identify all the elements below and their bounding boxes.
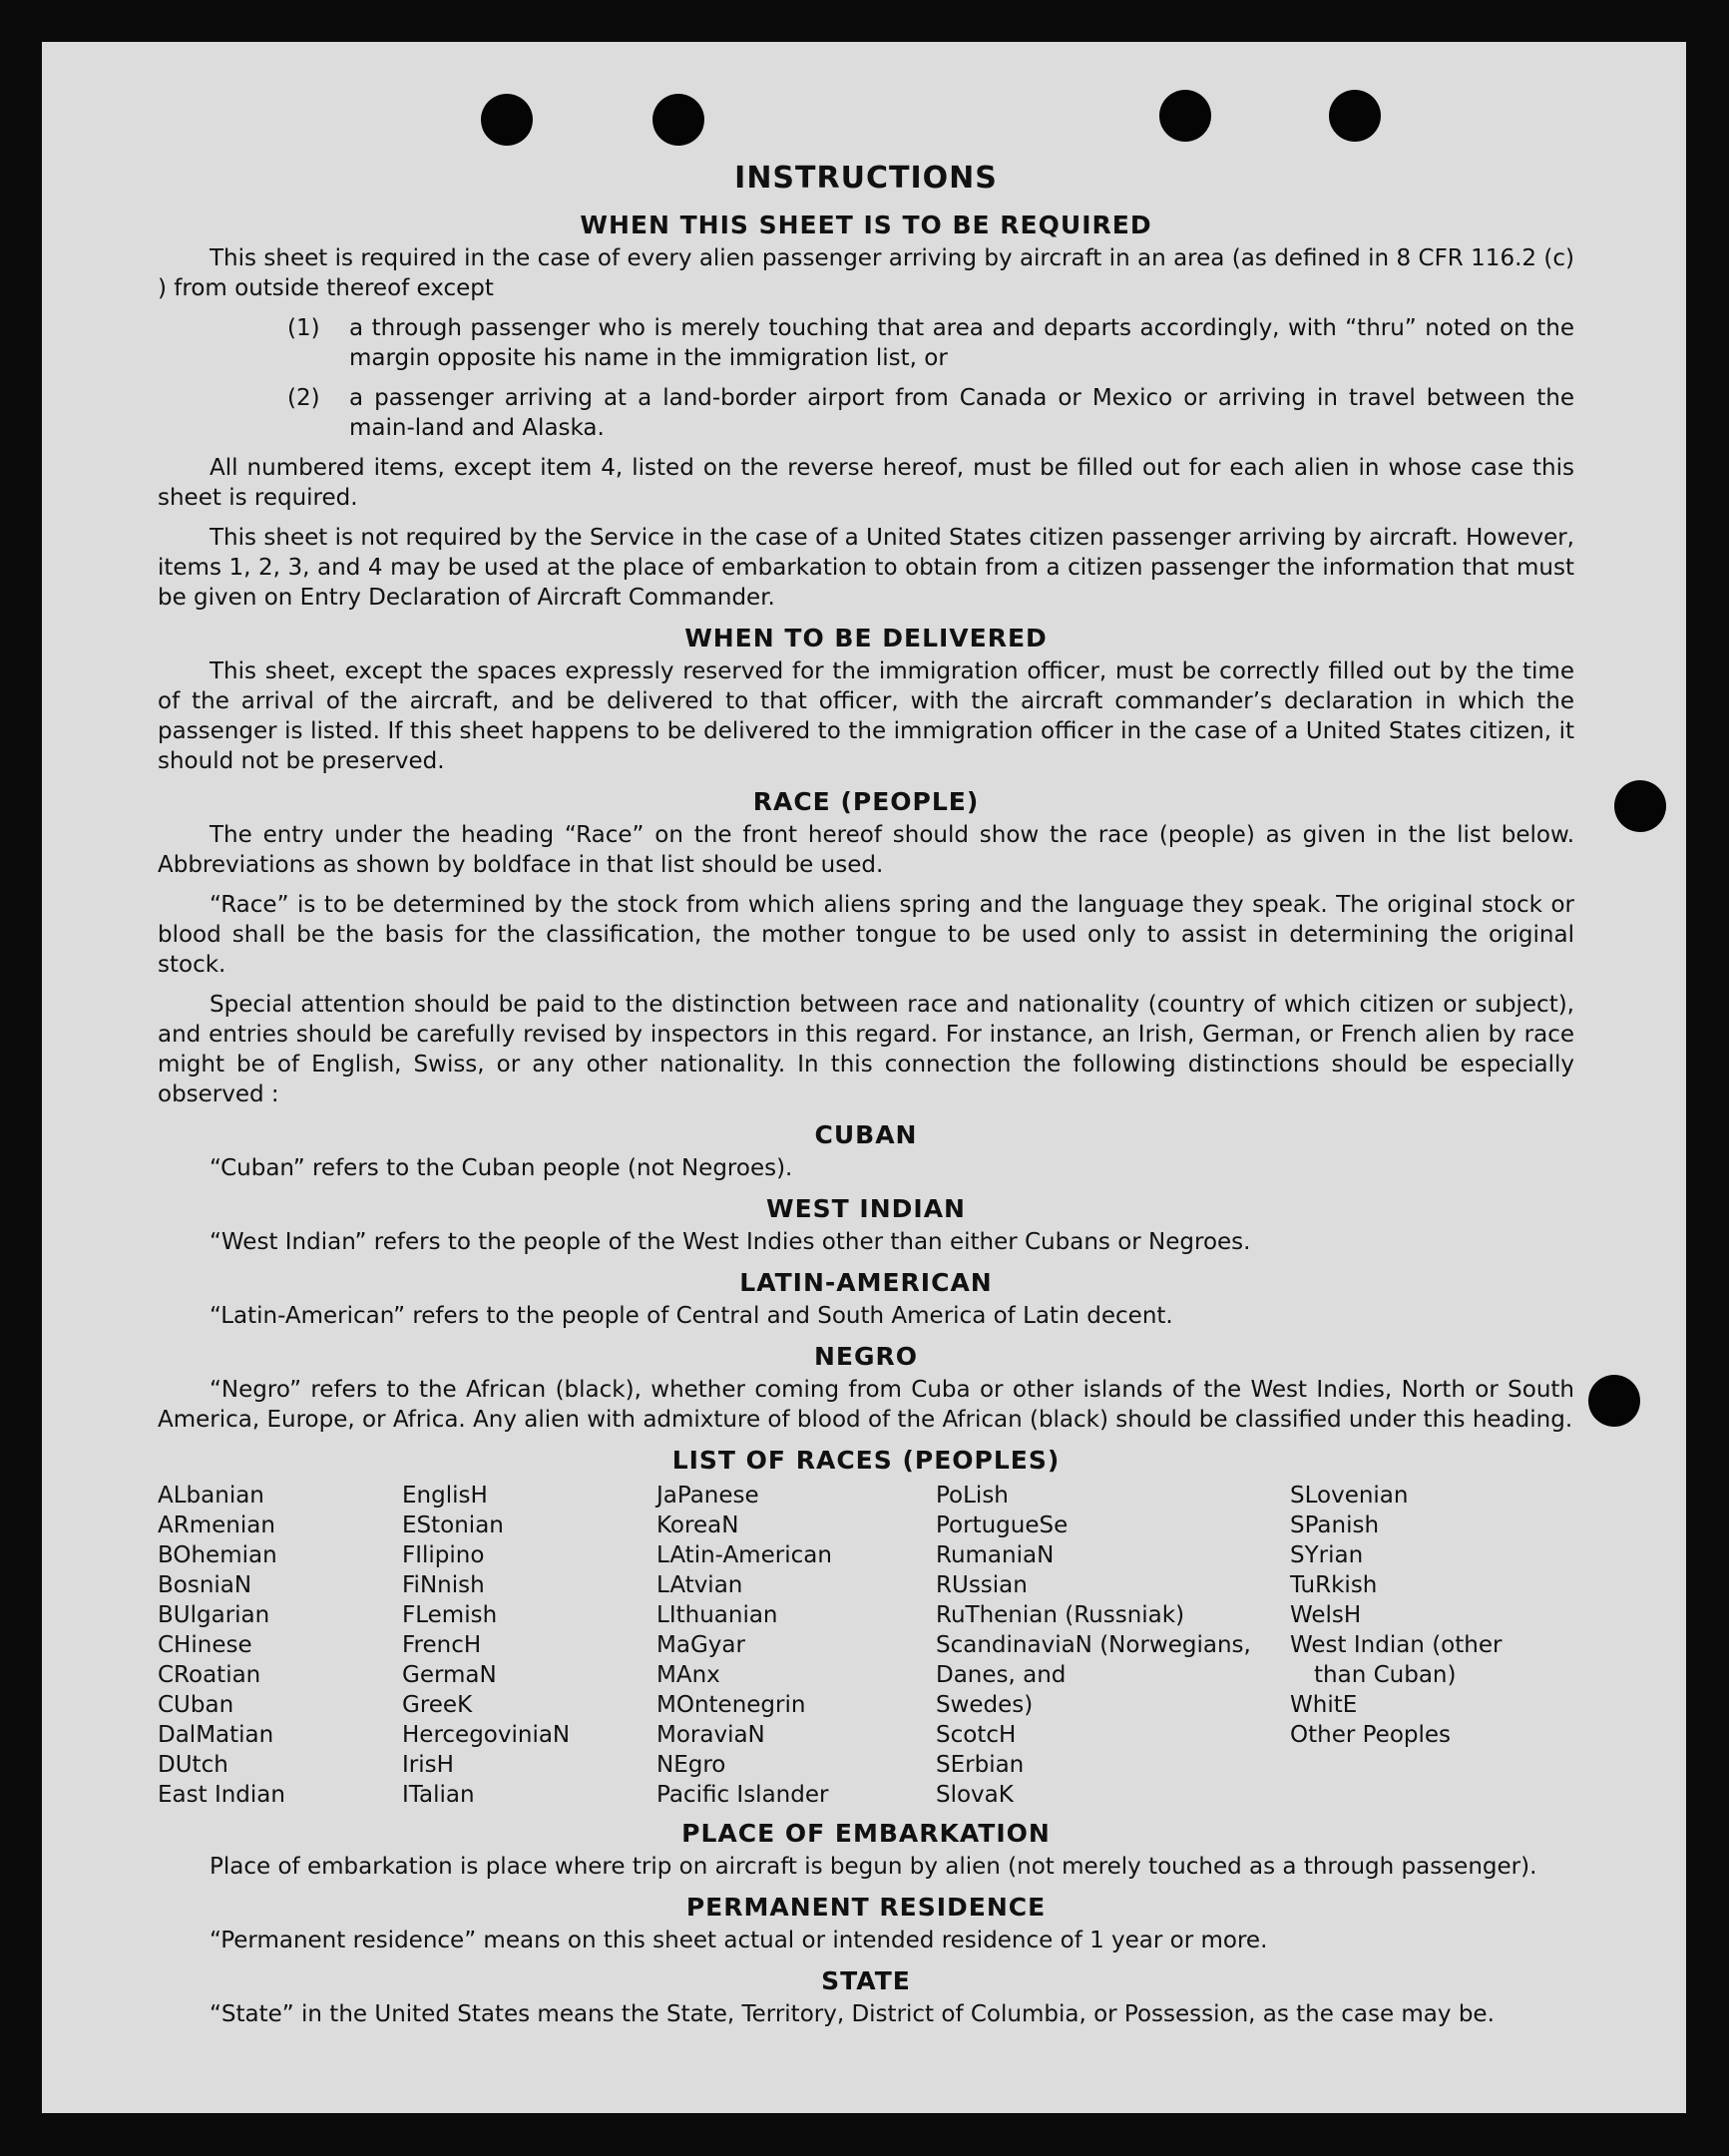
race-entry: SLovenian (1290, 1483, 1409, 1509)
race-entry: MAnx (656, 1662, 720, 1688)
race-entry: CRoatian (158, 1662, 261, 1688)
list-text: a passenger arriving at a land-border airport from Canada or Mexico or arriving in travel between the main-land and Alaska. (349, 385, 1574, 441)
race-entry: than Cuban) (1314, 1662, 1457, 1688)
punch-hole (481, 94, 533, 146)
paragraph: This sheet, except the spaces expressly reserved for the immigration officer, must be correctly filled out by the time of the arrival of the aircraft, and be delivered to that officer, with the aircraft commander’s declaration in which the passenger is listed. If this sheet happens to be delivered to the immigration officer in the case of a United States citizen, it should not be preserved. (158, 658, 1574, 774)
race-entry: GreeK (402, 1692, 473, 1718)
race-entry: CUban (158, 1692, 234, 1718)
document-page (42, 42, 1686, 2113)
punch-hole (652, 94, 704, 146)
race-entry: FIlipino (402, 1542, 485, 1568)
race-column (656, 1481, 936, 1810)
race-entry: RumaniaN (936, 1542, 1055, 1568)
race-entry: KoreaN (656, 1512, 739, 1538)
section-heading: WHEN THIS SHEET IS TO BE REQUIRED (580, 211, 1152, 239)
list-number: (2) (287, 385, 320, 411)
race-entry: ScotcH (936, 1722, 1017, 1748)
race-entry: SYrian (1290, 1542, 1364, 1568)
punch-hole (1588, 1375, 1640, 1427)
race-entry: LAtin-American (656, 1542, 832, 1568)
race-entry: IrisH (402, 1752, 454, 1778)
race-entry: MoraviaN (656, 1722, 765, 1748)
page-title: INSTRUCTIONS (734, 161, 998, 196)
race-entry: WelsH (1290, 1602, 1362, 1628)
race-entry: TuRkish (1290, 1572, 1378, 1598)
section-heading: NEGRO (813, 1342, 919, 1371)
race-entry: BOhemian (158, 1542, 277, 1568)
race-list (158, 1481, 1574, 1810)
race-entry: GermaN (402, 1662, 497, 1688)
punch-hole (1159, 90, 1211, 142)
race-entry: DUtch (158, 1752, 228, 1778)
race-entry: FiNnish (402, 1572, 485, 1598)
race-entry: SPanish (1290, 1512, 1380, 1538)
race-entry: DalMatian (158, 1722, 274, 1748)
paragraph: This sheet is not required by the Service in the case of a United States citizen passenger arriving by aircraft. However, items 1, 2, 3, and 4 may be used at the place of embarkation to obtain from a citizen passenger the information that must be given on Entry Declaration of Aircraft Commander. (158, 525, 1574, 611)
race-entry: Pacific Islander (656, 1782, 829, 1808)
section-heading: PLACE OF EMBARKATION (681, 1819, 1051, 1848)
race-entry: ScandinaviaN (Norwegians, (936, 1632, 1251, 1658)
race-column (158, 1481, 402, 1810)
race-entry: EStonian (402, 1512, 504, 1538)
race-entry: FLemish (402, 1602, 498, 1628)
section-heading: PERMANENT RESIDENCE (685, 1893, 1047, 1922)
race-entry: SlovaK (936, 1782, 1014, 1808)
race-entry: MaGyar (656, 1632, 745, 1658)
section-heading: STATE (821, 1966, 911, 1995)
race-entry: East Indian (158, 1782, 285, 1808)
race-entry: HercegoviniaN (402, 1722, 571, 1748)
race-entry: JaPanese (656, 1483, 759, 1509)
section-heading: WEST INDIAN (766, 1194, 966, 1223)
race-entry: ALbanian (158, 1483, 264, 1509)
race-entry: CHinese (158, 1632, 252, 1658)
paragraph: “Latin-American” refers to the people of Central and South America of Latin decent. (210, 1303, 1173, 1329)
section-heading: CUBAN (814, 1120, 918, 1149)
race-entry: BUlgarian (158, 1602, 270, 1628)
paragraph: “Cuban” refers to the Cuban people (not Negroes). (210, 1155, 793, 1181)
race-entry: West Indian (other (1290, 1632, 1503, 1658)
race-entry: EnglisH (402, 1483, 488, 1509)
race-entry: WhitE (1290, 1692, 1358, 1718)
paragraph: All numbered items, except item 4, listed on the reverse hereof, must be filled out for each alien in whose case this sheet is required. (158, 455, 1574, 511)
race-entry: Swedes) (936, 1692, 1034, 1718)
race-entry: NEgro (656, 1752, 726, 1778)
race-column (1290, 1481, 1574, 1810)
race-entry: RuThenian (Russniak) (936, 1602, 1185, 1628)
list-number: (1) (287, 315, 320, 341)
race-entry: LAtvian (656, 1572, 743, 1598)
race-entry: Other Peoples (1290, 1722, 1452, 1748)
race-entry: ITalian (402, 1782, 475, 1808)
race-entry: PortugueSe (936, 1512, 1069, 1538)
section-heading: LIST OF RACES (PEOPLES) (671, 1446, 1061, 1475)
race-entry: Danes, and (936, 1662, 1067, 1688)
list-item (287, 383, 1574, 443)
paragraph: “Permanent residence” means on this sheet actual or intended residence of 1 year or more. (210, 1928, 1268, 1953)
race-entry: RUssian (936, 1572, 1028, 1598)
paragraph: The entry under the heading “Race” on the front hereof should show the race (people) as given in the list below. Abbreviations as shown by boldface in that list should be used. (158, 822, 1574, 878)
paragraph: “Race” is to be determined by the stock from which aliens spring and the language they speak. The original stock or blood shall be the basis for the classification, the mother tongue to be used only to assist in determining the original stock. (158, 892, 1574, 978)
race-entry: FrencH (402, 1632, 482, 1658)
list-text: a through passenger who is merely touching that area and departs accordingly, with “thru” noted on the margin opposite his name in the immigration list, or (349, 315, 1574, 371)
paragraph: Special attention should be paid to the distinction between race and nationality (country of which citizen or subject), and entries should be carefully revised by inspectors in this regard. For instance, an Irish, German, or French alien by race might be of English, Swiss, or any other nationality. In this connection the following distinctions should be especially observed : (158, 992, 1574, 1107)
section-heading: WHEN TO BE DELIVERED (684, 624, 1048, 652)
race-column (402, 1481, 656, 1810)
section-heading: RACE (PEOPLE) (752, 787, 980, 816)
race-entry: SErbian (936, 1752, 1025, 1778)
race-column (936, 1481, 1290, 1810)
race-entry: MOntenegrin (656, 1692, 806, 1718)
paragraph: “West Indian” refers to the people of the West Indies other than either Cubans or Negroes. (210, 1229, 1251, 1255)
race-entry: LIthuanian (656, 1602, 778, 1628)
paragraph: Place of embarkation is place where trip on aircraft is begun by alien (not merely touched as a through passenger). (210, 1854, 1537, 1880)
paragraph: This sheet is required in the case of every alien passenger arriving by aircraft in an area (as defined in 8 CFR 116.2 (c) ) from outside thereof except (158, 245, 1574, 301)
punch-hole (1329, 90, 1381, 142)
race-entry: BosniaN (158, 1572, 252, 1598)
instructions-body (158, 160, 1574, 2039)
list-item (287, 313, 1574, 373)
punch-hole (1614, 780, 1666, 832)
race-entry: ARmenian (158, 1512, 275, 1538)
paragraph: “State” in the United States means the State, Territory, District of Columbia, or Possession, as the case may be. (210, 2001, 1495, 2027)
paragraph: “Negro” refers to the African (black), whether coming from Cuba or other islands of the West Indies, North or South America, Europe, or Africa. Any alien with admixture of blood of the African (black) should be classified under this heading. (158, 1377, 1574, 1433)
section-heading: LATIN-AMERICAN (739, 1268, 993, 1297)
race-entry: PoLish (936, 1483, 1009, 1509)
